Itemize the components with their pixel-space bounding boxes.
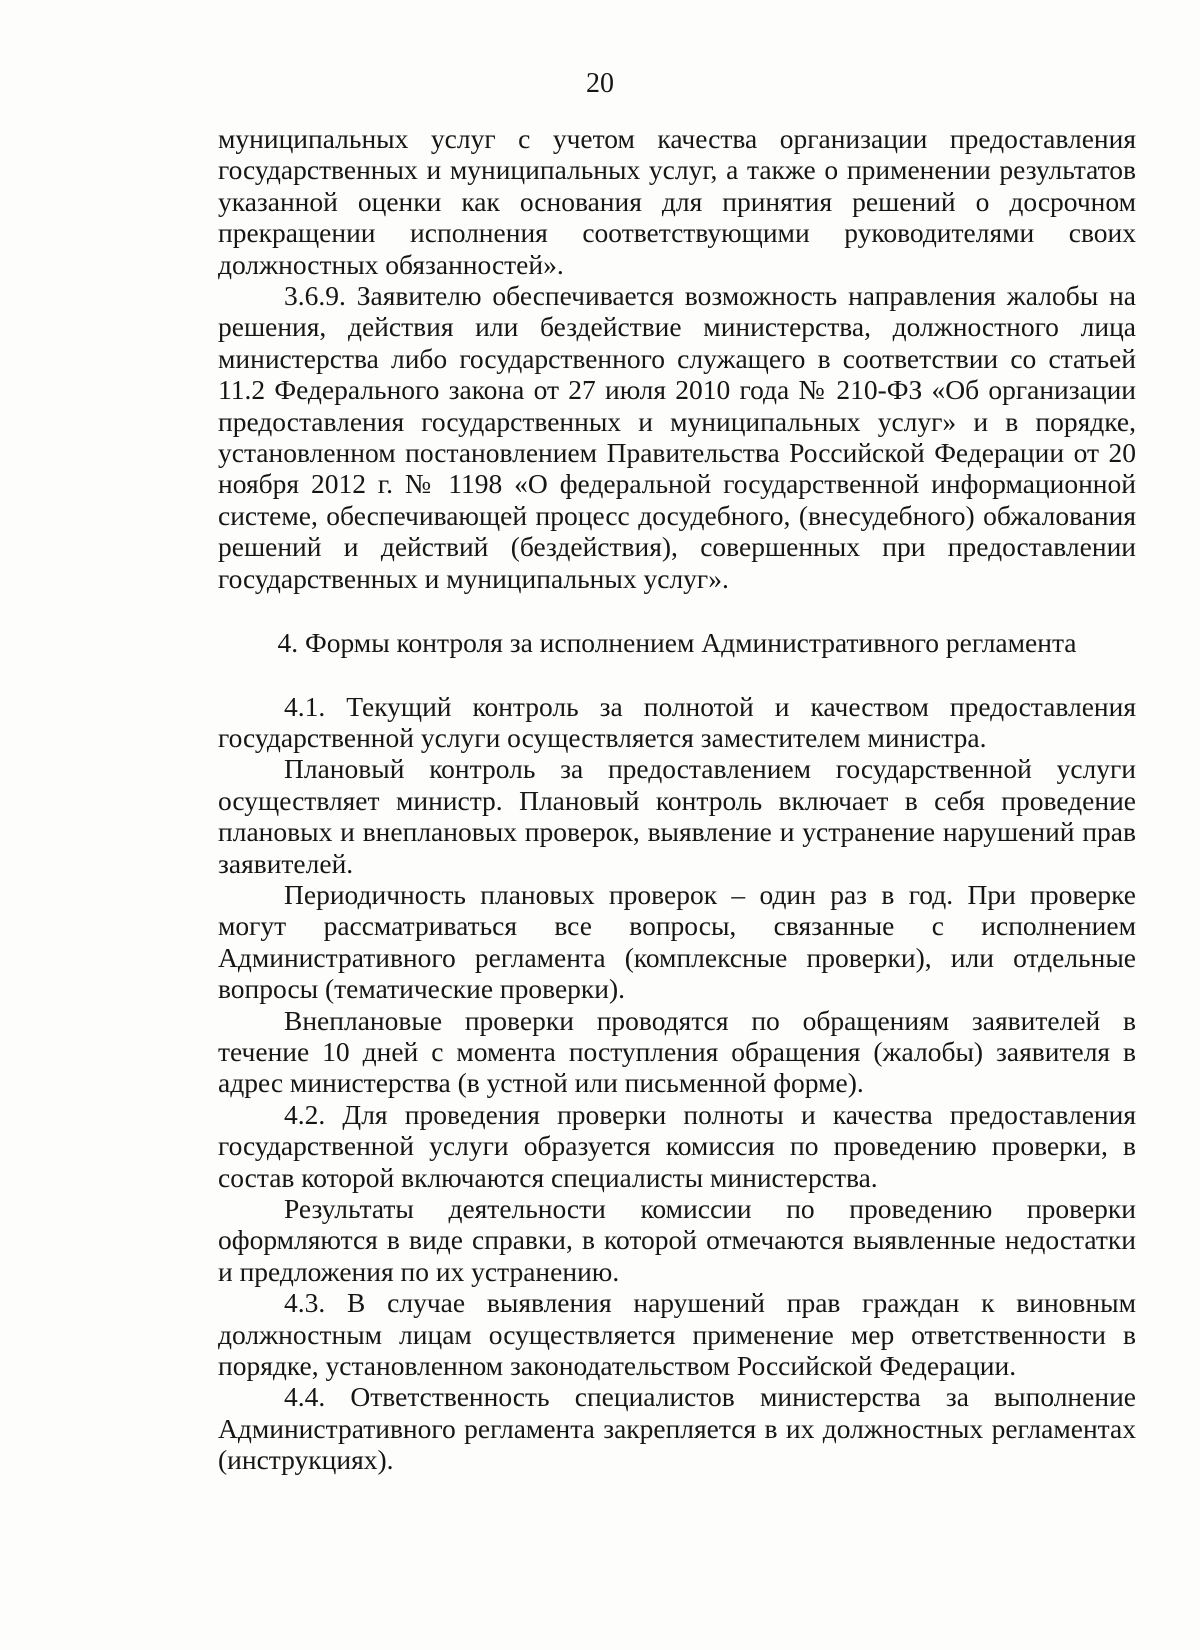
document-body bbox=[218, 123, 1136, 1476]
paragraph-continuation: муниципальных услуг с учетом качества организации предоставления государственных и муниципальных услуг, а также о применении результатов указанной оценки как основания для принятия решений о досрочном прекращении исполнения соответствующими руководителями своих должностных обязанностей». bbox=[218, 123, 1136, 280]
paragraph-planned-control: Плановый контроль за предоставлением государственной услуги осуществляет министр. Плановый контроль включает в себя проведение плановых и внеплановых проверок, выявление и устранение нарушений прав заявителей. bbox=[218, 753, 1136, 879]
page-number: 20 bbox=[586, 68, 614, 99]
paragraph-unplanned-checks: Внеплановые проверки проводятся по обращениям заявителей в течение 10 дней с момента поступления обращения (жалобы) заявителя в адрес министерства (в устной или письменной форме). bbox=[218, 1004, 1136, 1099]
section-heading: 4. Формы контроля за исполнением Административного регламента bbox=[277, 627, 1077, 659]
paragraph-3-6-9: 3.6.9. Заявителю обеспечивается возможность направления жалобы на решения, действия или бездействие министерства, должностного лица министерства либо государственного служащего в соответствии со статьей 11.2 Федерального закона от 27 июля 2010 года № 210-ФЗ «Об организации предоставления государственных и муниципальных услуг» и в порядке, установленном постановлением Правительства Российской Федерации от 20 ноября 2012 г. № 1198 «О федеральной государственной информационной системе, обеспечивающей процесс досудебного, (внесудебного) обжалования решений и действий (бездействия), совершенных при предоставлении государственных и муниципальных услуг». bbox=[218, 280, 1136, 594]
paragraph-4-2: 4.2. Для проведения проверки полноты и качества предоставления государственной услуги образуется комиссия по проведению проверки, в состав которой включаются специалисты министерства. bbox=[218, 1098, 1136, 1193]
paragraph-4-4: 4.4. Ответственность специалистов министерства за выполнение Административного регламента закрепляется в их должностных регламентах (инструкциях). bbox=[218, 1381, 1136, 1476]
paragraph-periodicity: Периодичность плановых проверок – один раз в год. При проверке могут рассматриваться все вопросы, связанные с исполнением Административного регламента (комплексные проверки), или отдельные вопросы (тематические проверки). bbox=[218, 878, 1136, 1005]
paragraph-4-1: 4.1. Текущий контроль за полнотой и качеством предоставления государственной услуги осуществляется заместителем министра. bbox=[218, 690, 1136, 753]
paragraph-results: Результаты деятельности комиссии по проведению проверки оформляются в виде справки, в которой отмечаются выявленные недостатки и предложения по их устранению. bbox=[218, 1193, 1136, 1287]
paragraph-4-3: 4.3. В случае выявления нарушений прав граждан к виновным должностным лицам осуществляется применение мер ответственности в порядке, установленном законодательством Российской Федерации. bbox=[218, 1287, 1136, 1382]
